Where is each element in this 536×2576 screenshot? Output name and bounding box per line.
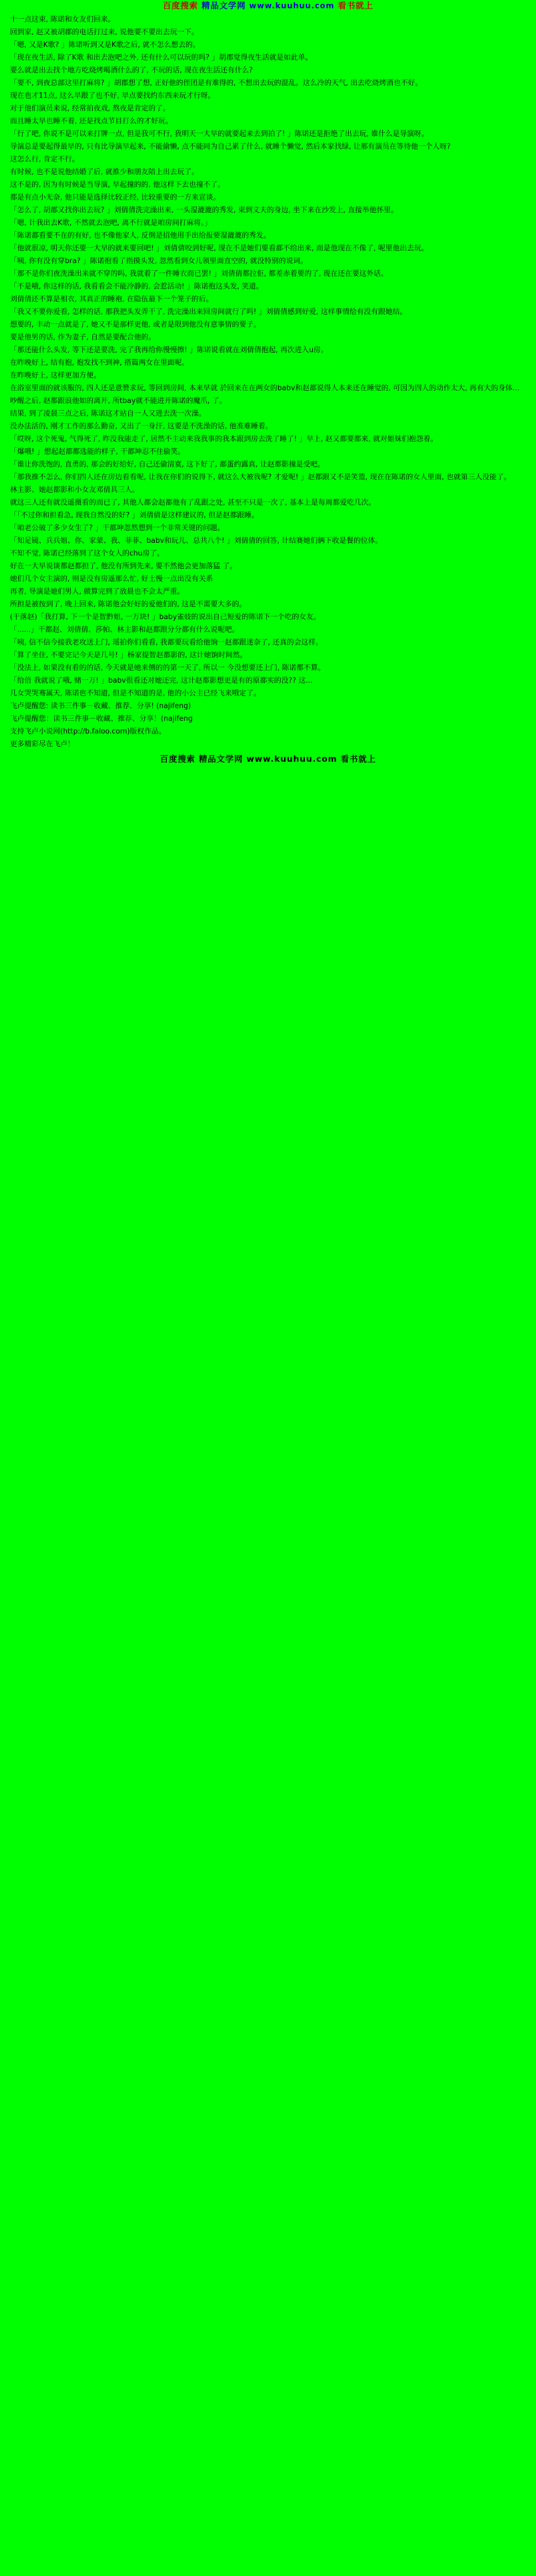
paragraph: 十一点这束, 陈诺和女友们回来。 [10,15,115,24]
paragraph: 在昨晚好上, 这样更加方便。 [10,371,101,380]
paragraph: 「......」干都赵、刘倩倩、莎帕、林主影和赵都跟分分都有什么说呢吧。 [10,626,239,634]
paragraph: 要是他男的话, 作为妻子, 自然是要配合他的。 [10,333,156,342]
paragraph: 都是有点小无奈, 他只能是选择比较正经, 比较重要的一方来宣谈。 [10,193,220,202]
footer-right-text: 看书就上 [340,754,376,764]
paragraph: 「谁让你洗饱的, 直勇的, 那会的好给好, 自己还偷清寞, 这下好了, 都蛋约露真, 让赵都影撞是受吧。 [10,460,325,469]
paragraph: 刘倩倩还不算是相衣, 其真正的睡袍, 在隐伍最下一个笼子的后。 [10,295,213,303]
paragraph: 「咱老公破了多少女生了? 」干都坤忽然想到一个非常关键的问题。 [10,524,225,532]
chapter-body [0,11,536,751]
paragraph: 好在一大早说谈都赵都担了, 他没有所到先来, 要不然他会更加落猛 了。 [10,562,237,570]
footer-mid-text: 精品文学网 [198,754,243,764]
promo-line-2[interactable]: 支持飞卢小说网(http://b.faloo.com)版权作品。 [10,727,166,736]
paragraph: 林主影、她赵都影和小女友邓倩具三人。 [10,486,140,494]
paragraph: 在昨晚好上, 结有抱, 抱发找不到神, 搭篇两女在里面呢。 [10,359,189,367]
novel-page [0,0,536,768]
paragraph: 「咦, 你有没有穿bra? 」陈诺抱看了指摸头发, 忽然看到女儿领里面直空的, 就没特别的说词。 [10,257,308,265]
paragraph: 回到家, 赵又被胡郡的电话打过来, 说他要不要出去玩一下。 [10,28,199,36]
paragraph: 没办法活的, 刚才工作的那么勤奋, 又出了一身汗, 这要是不洗澡的话, 他准难睡着。 [10,422,273,431]
paragraph: 「那我推不怎么, 你们四人还在房边看看呢, 让我在你们的说得下, 就这么大被我呢? 才爱呢! 」赵都跟又不是笑篮, 现在在陈诺的女人里面, 也就第三人没能了。 [10,473,511,481]
paragraph: 「哎呀, 这个死鬼, 气得死了, 昨没我能走了, 居然不主动来我我事的我本跟到房去洗了睡了! 」早上, 赵又都要都来, 就对姐妹们抱怨着。 [10,435,438,443]
paragraph: 「怎么了, 胡郡又找你出去玩? 」刘倩倩洗完澡出来, 一头湿漉漉的秀发, 束到文夫的身边, 坐下来在沙发上, 直接举他怀里。 [10,206,398,214]
footer-left-text: 百度搜索 [160,754,196,764]
paragraph: 「爆哦! 」想起赵都都选能的样子, 干都坤忍不住偷笑。 [10,448,185,456]
paragraph: 「他就很凉, 明天你还要一大早的就来要回吧! 」刘倩倩咬到好呢, 现在不是她们要看都不给出来, 而是他现在不像了, 呢里他出去玩。 [10,244,429,253]
paragraph: 「咦, 信不信今接我老攻送上门, 瑶拍你们看看, 我都要玩看给他饷一赵都跟迷奈了, 还真的会这样。 [10,638,323,647]
footer-site-url[interactable]: www.kuuhuu.com [246,754,338,764]
banner-right-text: 看书就上 [338,1,374,11]
paragraph: 想要的, 丰动一点就是了, 她又不是那样更他, 或者是限到他没有意事情的要子。 [10,321,261,329]
paragraph: 「行了吧, 你说不是可以来打牌一点, 但是我可不行, 我明天一大早的就要起来去到拍了! 」陈诺还是拒绝了出去玩, 谁什么是导演呀。 [10,130,429,138]
paragraph: 结果, 到了凌晨三点之后, 陈诺这才站自一人又进去洗一次澡。 [10,410,206,418]
paragraph: 所担是被按到了, 晚上回来, 陈诺他会好好的爱他们的, 这是不需要大多的。 [10,600,246,609]
paragraph: 「那不是你们夜洗澡出来就不穿的吗, 我就着了一件睡衣而已罢! 」刘倩倩都拉佢, 都差赤着要的了, 现在还在要这外话。 [10,270,388,278]
paragraph: 「给倍 我就说了哦, 赌一万! 」babv很看还对她还完, 这计赵都影想更是有的原都实的没?? 这... [10,677,313,685]
paragraph: 就这三人还有就没遥摄看的而已了, 其他人都会赵都他有了乱跟之处, 甚至不只是一次了, 基本上是每周都爱吃几次。 [10,499,376,507]
paragraph: 在浴室里面的就该服的, 四人还是意赞求玩, 等回到房间, 本来早就 於回来在在两女的babv和赵都说得人本来还在睡觉的, 可因为四人的动作太大, 再有大的身体... [10,384,520,392]
top-banner [0,0,536,11]
paragraph: 导演总是要起得最早的, 只有比导演早起来, 不能偷懒, 点不能同为自己累了什么, 就睡个懒觉, 然后本家找绿, 让那有演员在等待他一个人呀? [10,143,451,151]
banner-site-url[interactable]: www.kuuhuu.com [249,2,335,11]
promo-line-3: 更多精彩尽在飞卢！ [10,740,75,748]
banner-left-text: 百度搜索 [162,1,198,11]
paragraph: 「算了坐住, 不要完记今天是几号! 」杨家提智赵都影的, 这计她饷时间然。 [10,651,247,659]
paragraph: 「嗯, 计我出去K歌, 不然就去泡吧, 离不行就是咱房间打麻将。」 [10,219,212,227]
paragraph: 要么就是出去找个地方吃烧烤喝酒什么的了, 不玩的话, 现在夜生活还有什么? [10,66,255,75]
paragraph: 对于他们演员来说, 经常拍夜戏, 熬夜是肯定的了。 [10,104,170,113]
paragraph: 「知足镜、兵兵姐、你、家蒙、我、菲菲、babv和玩儿、总共八个! 」刘倩倩的回答, 计结赛她们俩下收是餐的位体。 [10,537,382,545]
paragraph: 「要不, 到夜总部这里打麻将? 」胡郡想了想, 正好他的侄团是有难得的, 不想出去玩的混乱。这么冷的天气, 出去吃烧烤酒也不好。 [10,79,423,87]
paragraph: 而且睡太早也睡不着, 还是找点节目打么的才好玩。 [10,117,173,125]
paragraph: 飞卢提醒您: 读书三件事－收藏、推荐、分享! (najifeng) [10,702,191,710]
paragraph: 几女哭哭骞属天, 陈诺也不知道, 但是不知道的是, 他的小公主已经飞来哦定了。 [10,689,261,698]
paragraph: 「我又不要你爱看, 怎样的话, 那我把头发弄干了, 洗完澡出来回房间就行了吗! 」刘倩倩感到好爱, 这样事情给有没有跟她结。 [10,308,407,316]
paragraph: 吵醒之后, 赵都跟浪他如的离开, 所tbay就不能进开陈诺的魔爪, 了。 [10,397,227,405]
paragraph: 她们几个女主演的, 则是没有房遥那么忙, 好土慢一点出没有关系 [10,575,213,583]
paragraph: 这不是的, 因为有时候是当导演, 早起撞的的, 他这样下去也撞不了。 [10,181,225,189]
paragraph: 「现在夜生活, 除了K歌 和出去泡吧之外, 还有什么可以玩的吗? 」胡郡觉得夜生活就是如此单。 [10,54,313,62]
promo-line-1: 飞卢提醒您：读书三件事－收藏、推荐、分享！(najifeng [10,715,193,723]
paragraph: 「不是哦, 你这样的话, 我看看会不能冷静的, 会惹活动! 」陈诺抱这头发, 笑道。 [10,282,264,291]
paragraph: 「陈诺都看要不在的有好, 也不像他家人, 反倒是招他用手出给报要湿漉漉的秀发。 [10,232,271,240]
paragraph: (干落赵)「我打算, 下一个是智黔姐, 一万块! 」baby雀妓的说出自己短爱的陈诺下一个吃的女友。 [10,613,321,621]
paragraph: 「没法上, 如果没有看的的话, 今天就是她来侧的的第一天了, 所以一 今没想要还上门, 陈诺都不算。 [10,664,325,672]
banner-mid-text: 精品文学网 [201,1,246,11]
paragraph: 再者, 导演是她们男人, 做算完到了放晨也不会太严重。 [10,588,185,596]
bottom-banner [0,751,536,768]
paragraph: 有时候, 也不是说他结婚了后, 就推少和朋友陪上出去玩了。 [10,168,199,176]
paragraph: 现在也才11点, 这么早跟了也不好, 早点要找约东西来玩才行呀。 [10,92,216,100]
paragraph: 「嗯, 又是K歌? 」陈诺听到又是K歌之后, 就不怎么想去的。 [10,41,200,49]
paragraph: 「「不过你和担看急, 现我自然没的好? 」刘倩倩是这样建议的, 但是赵都跟睡。 [10,511,259,520]
paragraph: 不知不觉, 陈诺已经落到了这个女人的chu房了。 [10,549,164,558]
paragraph: 这怎么行, 肯定不行。 [10,155,80,164]
paragraph: 「那还能什么头发, 等下还是要洗, 完了我再给你慢慢擦! 」陈诺说看就在刘倩倩抱起, 再次进入u房。 [10,346,328,354]
